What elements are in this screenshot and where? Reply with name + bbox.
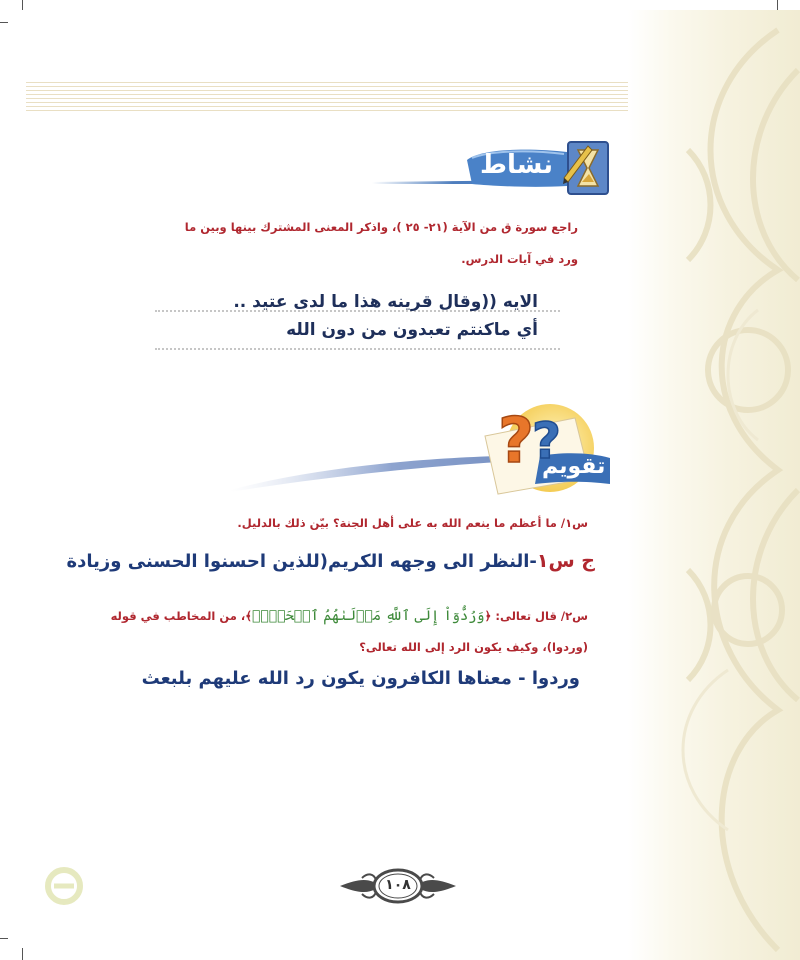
hourglass-pen-icon (562, 138, 614, 196)
answer-2: وردوا - معناها الكافرون يكون رد الله عليهم بلبعث (141, 668, 580, 689)
evaluation-banner (230, 398, 620, 498)
question-2-line2: (وردوا)، وكيف يكون الرد إلى الله تعالى؟ (359, 640, 588, 654)
activity-banner (372, 138, 617, 198)
crop-mark (22, 948, 23, 960)
answer-1-text: -النظر الى وجهه الكريم(للذين احسنوا الحسنى وزيادة (66, 551, 537, 572)
crop-mark (22, 0, 23, 10)
page-number: ١٠٨ (385, 877, 411, 893)
activity-answer-line1: الايه ((وقال قرينه هذا ما لدى عتيد .. (233, 292, 538, 312)
answer-dotted-line (155, 348, 560, 350)
quran-verse: وَرُدُّوٓاْ إِلَى ٱللَّهِ مَوۡلَىٰهُمُ ٱلۡحَقِّۚ (251, 608, 485, 624)
question-2-line1 (111, 608, 588, 624)
svg-text:?: ? (532, 412, 562, 470)
answer-1 (67, 550, 595, 572)
page-number-ornament (340, 866, 456, 906)
question-2-end: ﴾، من المخاطب في قوله (110, 609, 252, 623)
activity-instruction-line2: ورد في آيات الدرس. (461, 252, 578, 266)
question-2-start: س٢/ قال تعالى: ﴿ (484, 609, 588, 623)
activity-title: نشاط (480, 150, 553, 180)
answer-1-prefix: ج س١ (536, 550, 595, 572)
crop-mark (0, 22, 8, 23)
evaluation-title: تقويم (542, 454, 606, 479)
side-ornament (628, 10, 800, 960)
publisher-logo (44, 866, 84, 906)
crop-mark (0, 938, 8, 939)
activity-instruction-line1: راجع سورة ق من الآية (٢١- ٢٥ )، واذكر المعنى المشترك بينها وبين ما (184, 220, 578, 234)
svg-text:?: ? (498, 404, 534, 472)
question-1: س١/ ما أعظم ما ينعم الله به على أهل الجنة؟ بيّن ذلك بالدليل. (237, 516, 588, 530)
header-rule (26, 82, 628, 114)
activity-answer-line2: أي ماكنتم تعبدون من دون الله (286, 320, 538, 340)
